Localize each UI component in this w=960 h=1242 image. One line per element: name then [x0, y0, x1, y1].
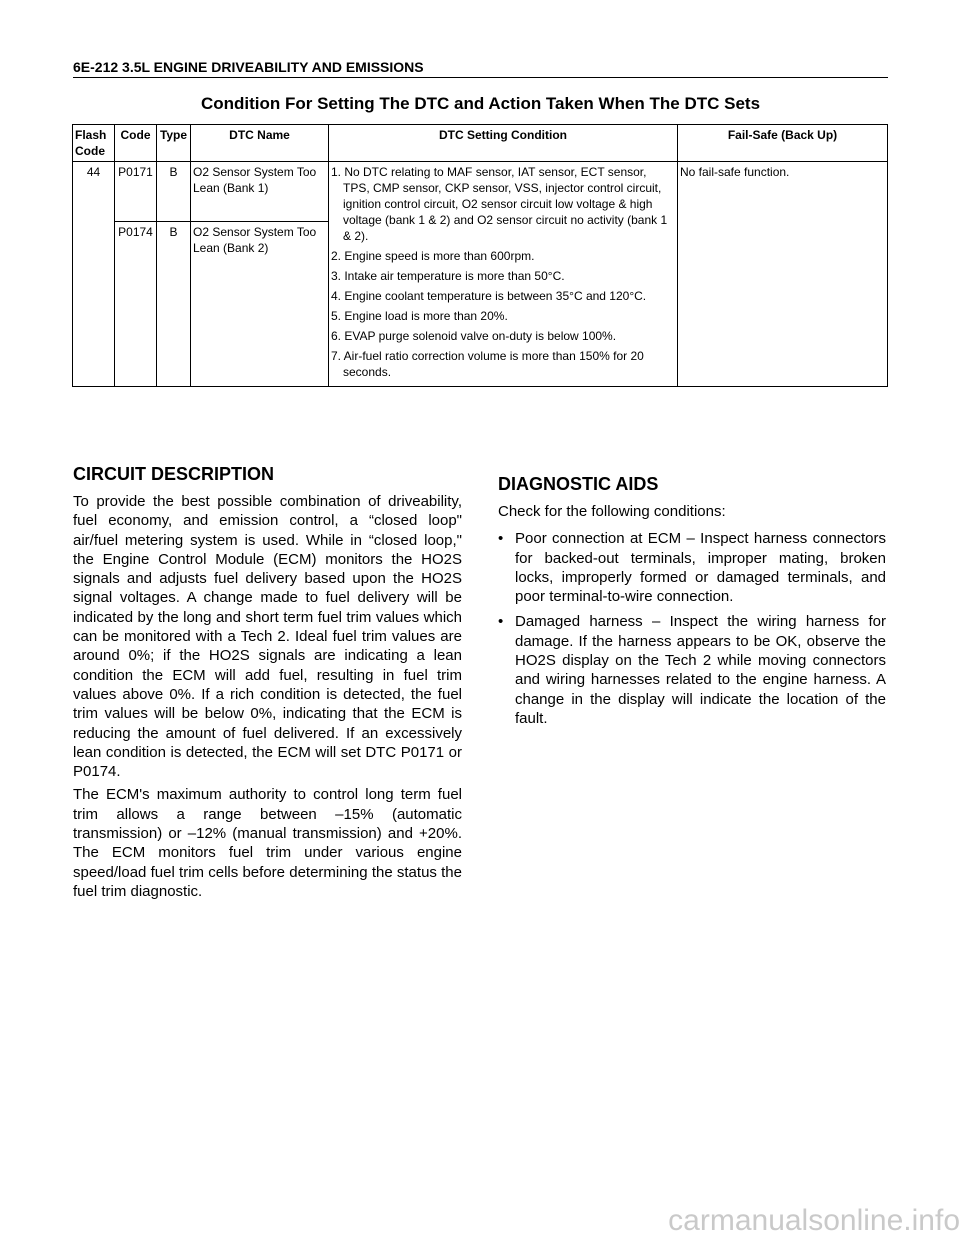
condition-item: 6. EVAP purge solenoid valve on-duty is below 100%. — [331, 329, 617, 343]
dtc-table — [72, 124, 888, 387]
diagnostic-aids-body — [498, 502, 886, 734]
circuit-paragraph: The ECM's maximum authority to control long term fuel trim allows a range between –15% (automatic transmission) or –12% (manual transmission) and +20%. The ECM monitors fuel trim under various engine speed/load fuel trim cells before determining the status the fuel trim diagnostic. — [73, 786, 462, 900]
bullet-icon: • — [498, 613, 504, 631]
condition-item: 3. Intake air temperature is more than 50°C. — [331, 269, 565, 283]
circuit-paragraph: To provide the best possible combination of driveability, fuel economy, and emission control, a “closed loop" air/fuel metering system is used. While in “closed loop," the Engine Control Module (ECM) monitors the HO2S signals and adjusts fuel delivery based upon the HO2S signal voltages. A change made to fuel delivery will be indicated by the long and short term fuel trim values which can be monitored with a Tech 2. Ideal fuel trim values are around 0%; if the HO2S signals are indicating a lean condition the ECM will add fuel, resulting in fuel trim values above 0%. If a rich condition is detected, the fuel trim values will be below 0%, indicating that the ECM is reducing the amount of fuel delivered. If an excessively lean condition is detected, the ECM will set DTC P0171 or P0174. — [73, 493, 462, 781]
col-flash-code: Flash Code — [73, 125, 115, 162]
dtc-name-cell: O2 Sensor System Too Lean (Bank 1) — [191, 162, 329, 222]
setting-condition-cell — [329, 162, 678, 387]
list-item — [498, 612, 886, 728]
flash-code-cell: 44 — [73, 162, 115, 387]
dtc-name-cell: O2 Sensor System Too Lean (Bank 2) — [191, 222, 329, 387]
list-item-text: Poor connection at ECM – Inspect harness connectors for backed-out terminals, improper mating, broken locks, improperly formed or damaged terminals, and poor terminal-to-wire connection. — [515, 530, 886, 606]
watermark: carmanualsonline.info — [668, 1204, 960, 1237]
bullet-icon: • — [498, 530, 504, 548]
condition-item: 7. Air-fuel ratio correction volume is more than 150% for 20 seconds. — [331, 349, 644, 379]
diagnostic-intro: Check for the following conditions: — [498, 503, 726, 520]
col-code: Code — [115, 125, 157, 162]
col-dtc-name: DTC Name — [191, 125, 329, 162]
diagnostic-aids-title: DIAGNOSTIC AIDS — [498, 474, 659, 494]
page-header: 6E-212 3.5L ENGINE DRIVEABILITY AND EMISSIONS — [73, 58, 888, 78]
circuit-description-body — [73, 492, 462, 905]
type-cell: B — [157, 222, 191, 387]
code-cell: P0174 — [115, 222, 157, 387]
table-header-row — [73, 125, 888, 162]
condition-item: 4. Engine coolant temperature is between 35°C and 120°C. — [331, 289, 647, 303]
condition-item: 5. Engine load is more than 20%. — [331, 309, 508, 323]
list-item-text: Damaged harness – Inspect the wiring harness for damage. If the harness appears to be OK, observe the HO2S display on the Tech 2 while moving connectors and wiring harnesses related to the engine harness. A change in the display will indicate the location of the fault. — [515, 613, 886, 727]
circuit-description-title: CIRCUIT DESCRIPTION — [73, 464, 275, 484]
col-type: Type — [157, 125, 191, 162]
condition-item: 2. Engine speed is more than 600rpm. — [331, 249, 535, 263]
col-setting-condition: DTC Setting Condition — [329, 125, 678, 162]
fail-safe-cell: No fail-safe function. — [678, 162, 888, 387]
type-cell: B — [157, 162, 191, 222]
table-title: Condition For Setting The DTC and Action Taken When The DTC Sets — [200, 94, 761, 113]
condition-item: 1. No DTC relating to MAF sensor, IAT sensor, ECT sensor, TPS, CMP sensor, CKP sensor, VSS, injector control circuit, ignition control circuit, O2 sensor circuit low voltage & high voltage (bank 1 & 2) and O2 sensor circuit no activity (bank 1 & 2). — [331, 165, 668, 243]
table-row — [73, 162, 888, 222]
diagnostic-list — [498, 529, 886, 728]
list-item — [498, 529, 886, 606]
col-fail-safe: Fail-Safe (Back Up) — [678, 125, 888, 162]
code-cell: P0171 — [115, 162, 157, 222]
